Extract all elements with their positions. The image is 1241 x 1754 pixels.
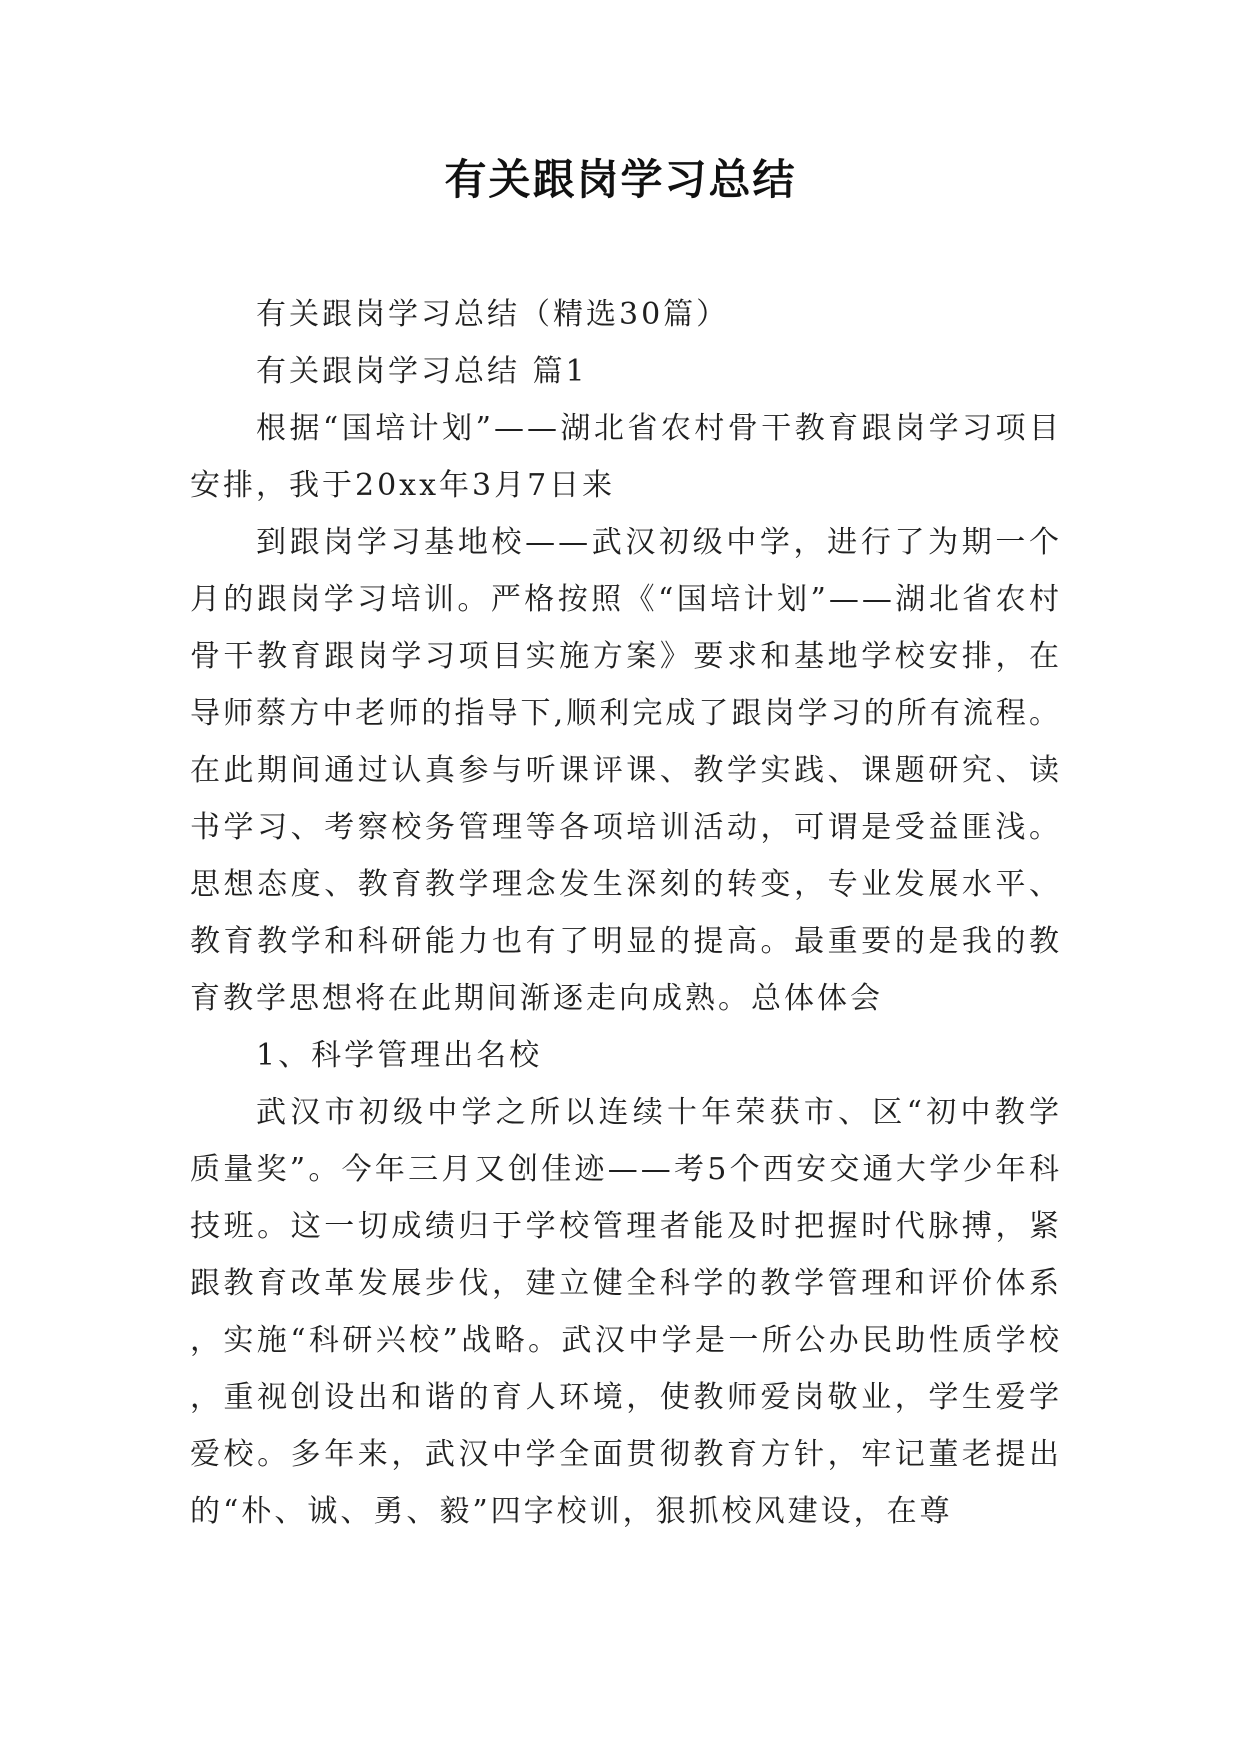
body-paragraph: 根据“国培计划”——湖北省农村骨干教育跟岗学习项目安排，我于20xx年3月7日来	[190, 411, 1062, 503]
document-title: 有关跟岗学习总结	[444, 155, 797, 204]
section-heading: 有关跟岗学习总结 篇1	[256, 354, 588, 389]
numbered-heading: 1、科学管理出名校	[256, 1038, 543, 1073]
document-body	[190, 286, 1062, 1540]
subtitle-paragraph: 有关跟岗学习总结（精选30篇）	[256, 297, 730, 332]
body-paragraph: 武汉市初级中学之所以连续十年荣获市、区“初中教学质量奖”。今年三月又创佳迹——考5个西安交通大学少年科技班。这一切成绩归于学校管理者能及时把握时代脉搏，紧跟教育改革发展步伐，建立健全科学的教学管理和评价体系，实施“科研兴校”战略。武汉中学是一所公办民助性质学校，重视创设出和谐的育人环境，使教师爱岗敬业，学生爱学爱校。多年来，武汉中学全面贯彻教育方针，牢记董老提出的“朴、诚、勇、毅”四字校训，狠抓校风建设，在尊	[190, 1095, 1062, 1529]
body-paragraph: 到跟岗学习基地校——武汉初级中学，进行了为期一个月的跟岗学习培训。严格按照《“国培计划”——湖北省农村骨干教育跟岗学习项目实施方案》要求和基地学校安排，在导师蔡方中老师的指导下,顺利完成了跟岗学习的所有流程。在此期间通过认真参与听课评课、教学实践、课题研究、读书学习、考察校务管理等各项培训活动，可谓是受益匪浅。思想态度、教育教学理念发生深刻的转变，专业发展水平、教育教学和科研能力也有了明显的提高。最重要的是我的教育教学思想将在此期间渐逐走向成熟。总体体会	[190, 525, 1062, 1016]
